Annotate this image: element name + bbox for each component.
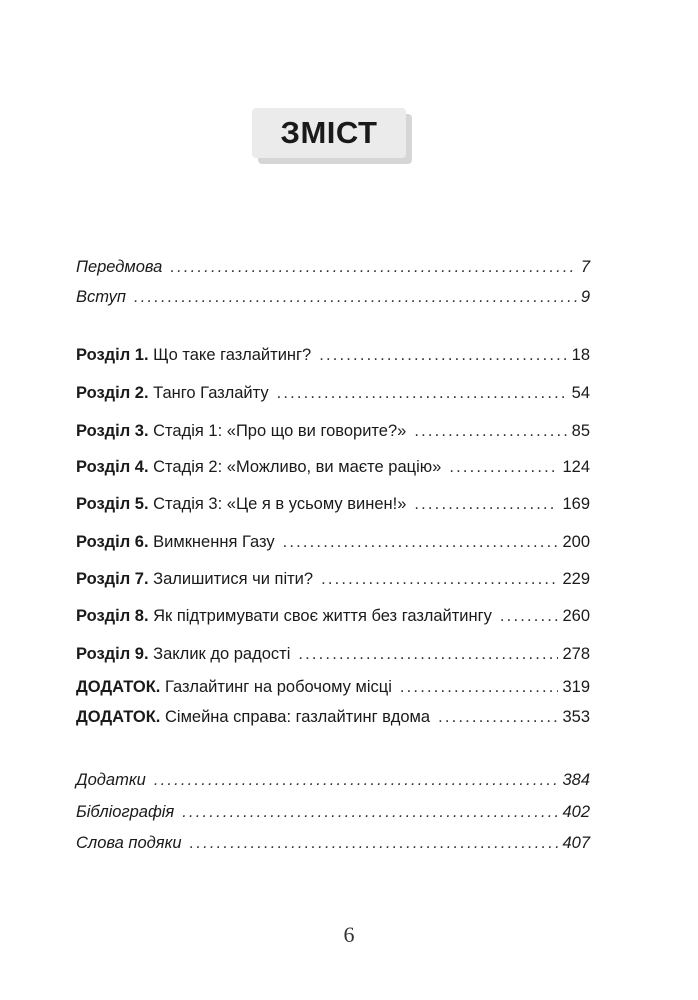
dot-leader [400,675,559,699]
toc-entry-front-2[interactable] [76,285,590,309]
chapter-title: Танго Газлайту [153,384,269,402]
toc-entry-page: 124 [562,458,590,476]
dot-leader [298,642,558,666]
chapter-prefix: Розділ 4. [76,458,149,476]
toc-title-block [252,108,412,164]
toc-entry-page: 278 [562,645,590,663]
toc-entry-label: Додатки [76,771,146,789]
chapter-prefix: ДОДАТОК. [76,708,161,726]
dot-leader [414,419,567,443]
toc-entry-page: 353 [562,708,590,726]
toc-entry-label: Слова подяки [76,834,182,852]
toc-entry-chapter-8[interactable] [76,604,590,628]
dot-leader [190,831,559,855]
chapter-title: Залишитися чи піти? [153,570,314,588]
toc-entry-page: 54 [571,384,590,402]
toc-entry-chapter-5[interactable] [76,492,590,516]
toc-entry-chapter-2[interactable] [76,381,590,405]
toc-entry-chapter-7[interactable] [76,567,590,591]
dot-leader [438,705,558,729]
chapter-prefix: ДОДАТОК. [76,678,161,696]
toc-entry-back-3[interactable] [76,831,590,855]
chapter-prefix: Розділ 1. [76,346,149,364]
toc-entry-page: 384 [562,771,590,789]
toc-entry-page: 18 [571,346,590,364]
dot-leader [500,604,559,628]
toc-entry-label: Бібліографія [76,803,175,821]
dot-leader [319,343,567,367]
chapter-title: Що таке газлайтинг? [153,346,312,364]
chapter-prefix: Розділ 2. [76,384,149,402]
chapter-title: Вимкнення Газу [153,533,275,551]
chapter-title: Стадія 2: «Можливо, ви маєте рацію» [153,458,442,476]
toc-entry-label: Передмова [76,258,163,276]
page-number: 6 [343,922,355,947]
toc-entry-chapter-9[interactable] [76,642,590,666]
dot-leader [321,567,558,591]
toc-entry-back-1[interactable] [76,768,590,792]
dot-leader [134,285,577,309]
toc-entry-page: 200 [562,533,590,551]
toc-entry-chapter-6[interactable] [76,530,590,554]
dot-leader [283,530,559,554]
toc-entry-chapter-1[interactable] [76,343,590,367]
chapter-title: Газлайтинг на робочому місці [164,678,392,696]
chapter-prefix: Розділ 9. [76,645,149,663]
toc-entry-page: 85 [571,422,590,440]
dot-leader [449,455,558,479]
chapter-title: Як підтримувати своє життя без газлайтингу [153,607,492,625]
dot-leader [154,768,559,792]
toc-entry-chapter-3[interactable] [76,419,590,443]
toc-entry-page: 7 [580,258,590,276]
page-title: ЗМІСТ [252,108,406,158]
chapter-prefix: Розділ 5. [76,495,149,513]
chapter-title: Стадія 3: «Це я в усьому винен!» [153,495,407,513]
toc-entry-page: 319 [562,678,590,696]
dot-leader [277,381,568,405]
toc-entry-label: Вступ [76,288,126,306]
toc-entry-page: 407 [562,834,590,852]
chapter-prefix: Розділ 8. [76,607,149,625]
toc-entry-appendix-2[interactable] [76,705,590,729]
toc-entry-page: 9 [580,288,590,306]
chapter-title: Стадія 1: «Про що ви говорите?» [153,422,407,440]
toc-entry-page: 169 [562,495,590,513]
dot-leader [414,492,558,516]
chapter-prefix: Розділ 7. [76,570,149,588]
chapter-title: Заклик до радості [153,645,291,663]
dot-leader [182,800,558,824]
chapter-prefix: Розділ 6. [76,533,149,551]
toc-entry-page: 402 [562,803,590,821]
chapter-prefix: Розділ 3. [76,422,149,440]
toc-entry-page: 229 [562,570,590,588]
toc-entry-page: 260 [562,607,590,625]
dot-leader [170,255,576,279]
toc-entry-appendix-1[interactable] [76,675,590,699]
toc-entry-front-1[interactable] [76,255,590,279]
toc-entry-back-2[interactable] [76,800,590,824]
chapter-title: Сімейна справа: газлайтинг вдома [164,708,431,726]
toc-entry-chapter-4[interactable] [76,455,590,479]
